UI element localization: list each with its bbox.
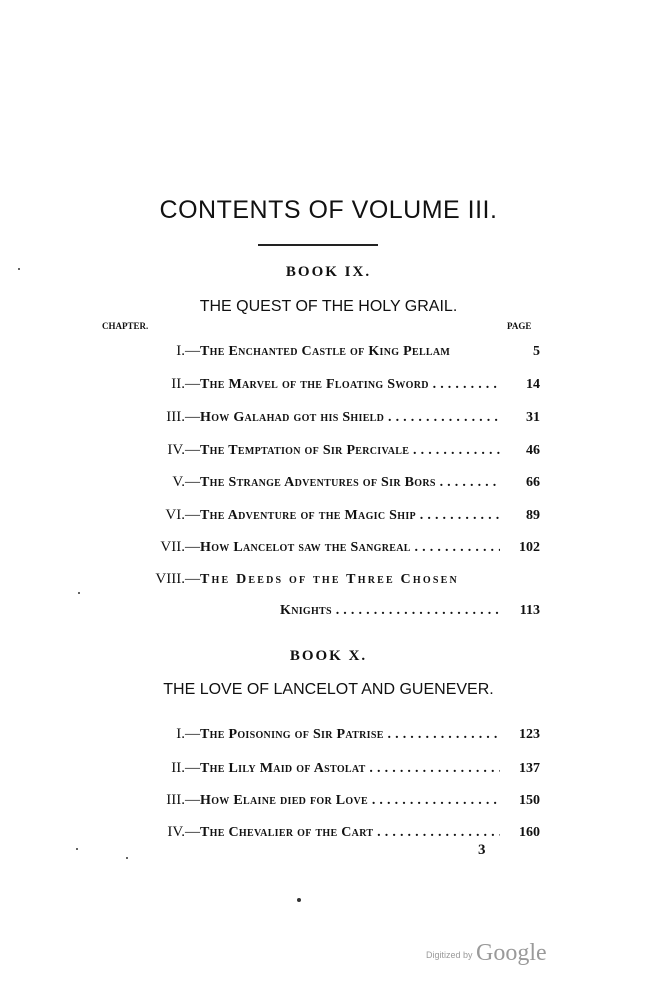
chapter-page: 14 [526,377,540,392]
chapter-title-continued: Knights . . . [200,603,500,619]
chapter-title: How Galahad got his Shield . . . [200,410,500,426]
toc-entry [100,442,540,464]
chapter-page: 137 [519,761,540,776]
chapter-number: III.— [166,409,200,425]
chapter-page: 113 [519,603,540,618]
chapter-title: How Elaine died for Love . . . [200,793,500,809]
chapter-page: 123 [519,727,540,742]
book-ix-label: BOOK IX. [285,264,372,280]
title-divider [258,244,378,246]
chapter-title: The Strange Adventures of Sir Bors . . . [200,475,500,491]
google-watermark: Google [476,940,547,966]
page-number: 3 [478,842,486,858]
toc-entry [100,474,540,496]
chapter-page: 89 [526,508,540,523]
scan-speck [126,857,128,859]
page-title: CONTENTS OF VOLUME III. [159,196,498,224]
chapter-page: 160 [519,825,540,840]
chapter-title: The Enchanted Castle of King Pellam [200,344,451,359]
toc-entry [100,792,540,814]
chapter-title: The Lily Maid of Astolat . . . [200,761,500,777]
book-x-title: THE LOVE OF LANCELOT AND GUENEVER. [163,681,494,698]
toc-entry [100,726,540,748]
book-ix-title: THE QUEST OF THE HOLY GRAIL. [199,298,458,315]
chapter-number: VI.— [165,507,200,523]
chapter-title: The Poisoning of Sir Patrise . . . [200,727,500,743]
toc-entry [100,571,540,593]
chapter-page: 66 [526,475,540,490]
book-x-label: BOOK X. [289,648,368,664]
chapter-page: 5 [533,344,540,359]
scan-speck [76,848,78,850]
page-column-header: PAGE [507,321,532,331]
chapter-number: VIII.— [155,571,200,587]
scan-speck [78,592,80,594]
scan-speck [297,898,301,902]
chapter-number: I.— [176,726,200,742]
toc-entry [100,760,540,782]
chapter-number: I.— [176,343,200,359]
chapter-number: IV.— [167,824,200,840]
scan-speck [18,268,20,270]
chapter-column-header: CHAPTER. [102,321,149,331]
chapter-title: The Adventure of the Magic Ship . . . [200,508,500,524]
chapter-number: II.— [171,376,200,392]
toc-entry-continuation [100,603,540,625]
toc-entry [100,409,540,431]
toc-entry [100,376,540,398]
chapter-title: The Deeds of the Three Chosen [200,572,459,587]
chapter-number: V.— [172,474,200,490]
toc-entry [100,539,540,561]
chapter-page: 102 [519,540,540,555]
chapter-number: VII.— [160,539,200,555]
chapter-title: How Lancelot saw the Sangreal . . . [200,540,500,556]
toc-entry [100,824,540,846]
chapter-title: The Chevalier of the Cart . . . [200,825,500,841]
chapter-title: The Marvel of the Floating Sword . . . [200,377,500,393]
chapter-title: The Temptation of Sir Percivale . . . [200,443,500,459]
chapter-page: 31 [526,410,540,425]
chapter-page: 46 [526,443,540,458]
digitized-by-label: Digitized by [426,950,473,960]
chapter-number: IV.— [167,442,200,458]
chapter-number: II.— [171,760,200,776]
chapter-page: 150 [519,793,540,808]
chapter-number: III.— [166,792,200,808]
toc-entry [100,343,540,365]
toc-entry [100,507,540,529]
